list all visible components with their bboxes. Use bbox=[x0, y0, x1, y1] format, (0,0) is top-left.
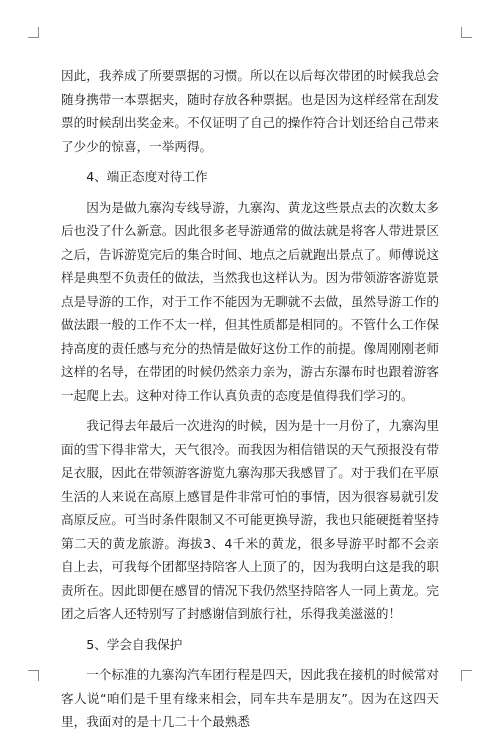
crop-mark-top-left bbox=[28, 27, 39, 38]
paragraph-work-attitude: 因为是做九寨沟专线导游，九寨沟、黄龙这些景点去的次数太多后也没了什么新意。因此很多老导游通常的做法就是将客人带进景区之后，告诉游览完后的集合时间、地点之后就跑出景点了。师傅说这样是典型不负责任的做法，当然我也这样认为。因为带领游客游览景点是导游的工作，对于工作不能因为无聊就不去做，虽然导游工作的做法跟一般的工作不太一样，但其性质都是相同的。不管什么工作保持高度的责任感与充分的热情是做好这份工作的前提。像周刚刚老师这样的名导，在带团的时候仍然亲力亲为，游古东瀑布时也跟着游客一起爬上去。这种对待工作认真负责的态度是值得我们学习的。 bbox=[61, 199, 439, 403]
paragraph-receipts: 因此，我养成了所要票据的习惯。所以在以后每次带团的时候我总会随身携带一本票据夹，随时存放各种票据。也是因为这样经常在刮发票的时候刮出奖金来。不仅证明了自己的操作符合计划还给自己带来了少少的惊喜，一举两得。 bbox=[61, 68, 439, 154]
crop-mark-bottom-left bbox=[28, 670, 39, 681]
document-body bbox=[61, 64, 439, 741]
paragraph-self-protection: 一个标准的九寨沟汽车团行程是四天，因此我在接机的时候常对客人说“咱们是千里有缘来相会，同车共车是朋友”。因为在这四天里，我面对的是十几二十个最熟悉 bbox=[61, 667, 439, 729]
crop-mark-bottom-right bbox=[461, 670, 472, 681]
paragraph-last-trip: 我记得去年最后一次进沟的时候，因为是十一月份了，九寨沟里面的雪下得非常大，天气很冷。而我因为相信错误的天气预报没有带足衣服，因此在带领游客游览九寨沟那天我感冒了。对于我们在平原生活的人来说在高原上感冒是件非常可怕的事情，因为很容易就引发高原反应。可当时条件限制又不可能更换导游，我也只能硬挺着坚持第二天的黄龙旅游。海拔3、4千米的黄龙，很多导游平时都不会亲自上去，可我每个团都坚持陪客人上顶了的，因为我明白这是我的职责所在。因此即便在感冒的情况下我仍然坚持陪客人一同上黄龙。完团之后客人还特别写了封感谢信到旅行社，乐得我美滋滋的！ bbox=[61, 418, 439, 621]
crop-mark-top-right bbox=[461, 27, 472, 38]
section-heading-self-protection: 5、学会自我保护 bbox=[86, 636, 183, 652]
section-heading-work-attitude: 4、端正态度对待工作 bbox=[86, 169, 208, 184]
